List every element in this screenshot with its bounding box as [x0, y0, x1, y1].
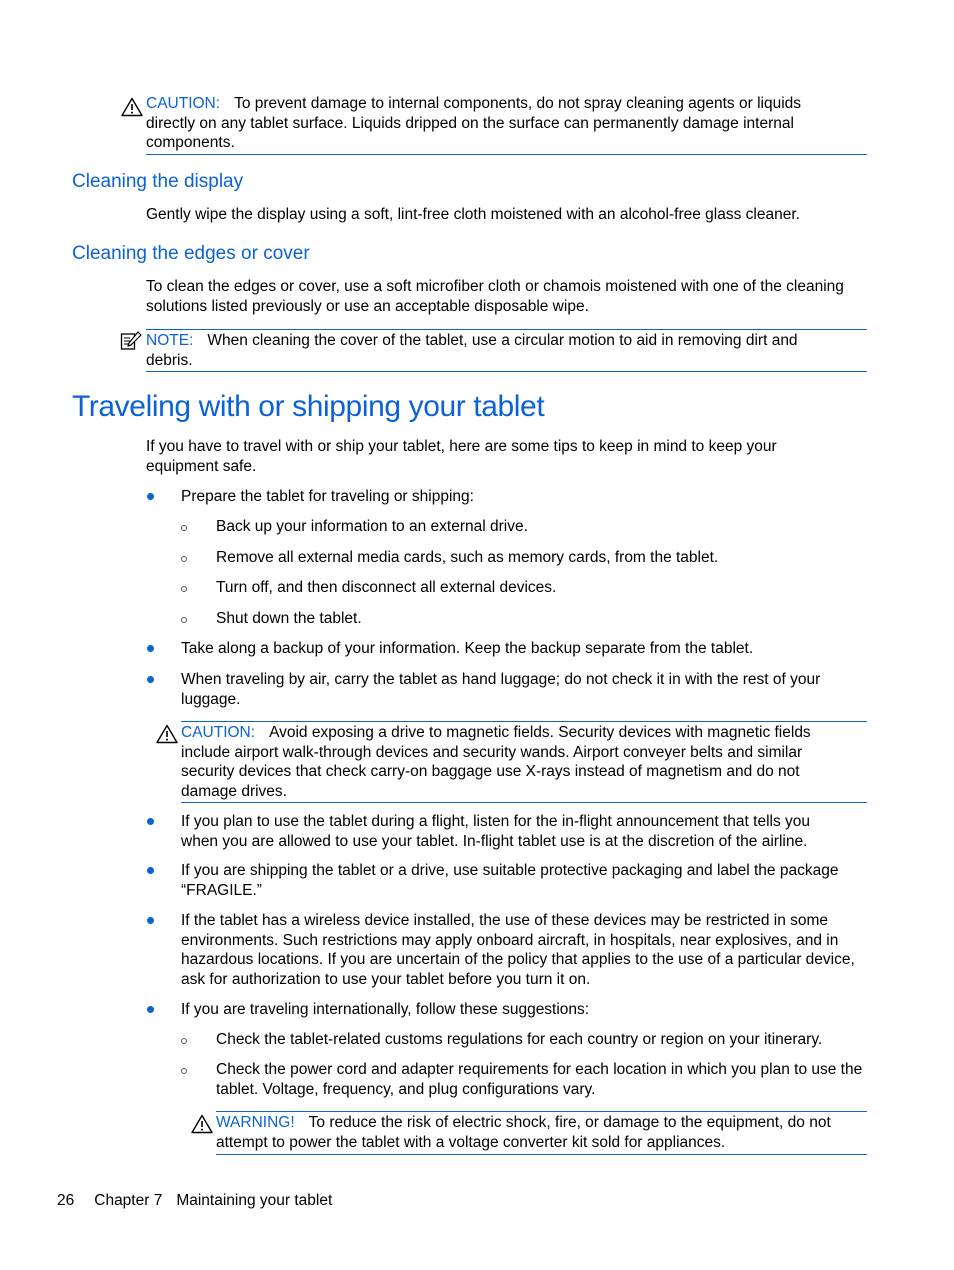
warning-text: To reduce the risk of electric shock, fire, or damage to the equipment, do not attempt to power the tablet with a voltage converter kit sold for appliances.: [216, 1114, 831, 1151]
warning-notice: [216, 1113, 866, 1152]
list-item: When traveling by air, carry the tablet as hand luggage; do not check it in with the rest of your luggage.: [181, 671, 821, 708]
sub-list-item: Back up your information to an external drive.: [216, 518, 528, 535]
caution-text: To prevent damage to internal components, do not spray cleaning agents or liquids directly on any tablet surface. Liquids dripped on the surface can permanently damage internal components.: [146, 95, 802, 151]
sub-list-item: Remove all external media cards, such as memory cards, from the tablet.: [216, 549, 719, 566]
list-item: If you plan to use the tablet during a flight, listen for the in-flight announcement that tells you when you are allowed to use your tablet. In-flight tablet use is at the discretion of the airline.: [181, 813, 810, 850]
sub-bullet-icon: [181, 617, 187, 623]
list-item: Take along a backup of your information. Keep the backup separate from the tablet.: [181, 640, 754, 657]
sub-bullet-icon: [181, 1068, 187, 1074]
page-title: Traveling with or shipping your tablet: [72, 390, 545, 423]
bullet-icon: [147, 867, 154, 874]
sub-bullet-icon: [181, 556, 187, 562]
warning-label: WARNING!: [216, 1114, 295, 1131]
note-notice: [146, 331, 846, 370]
note-text: When cleaning the cover of the tablet, use a circular motion to aid in removing dirt and debris.: [146, 332, 798, 369]
section-heading-edges: Cleaning the edges or cover: [72, 243, 310, 264]
section-body-edges: To clean the edges or cover, use a soft microfiber cloth or chamois moistened with one of the cleaning solutions listed previously or use an acceptable disposable wipe.: [146, 278, 844, 315]
list-item: If you are shipping the tablet or a drive, use suitable protective packaging and label the package “FRAGILE.”: [181, 862, 839, 899]
caution-label: CAUTION:: [181, 724, 256, 741]
sub-list-item: Shut down the tablet.: [216, 610, 362, 627]
footer-chapter: Chapter 7: [94, 1192, 163, 1209]
warning-icon: [191, 1114, 213, 1134]
sub-bullet-icon: [181, 525, 187, 531]
page-footer: [57, 1191, 332, 1211]
section-body-display: Gently wipe the display using a soft, lint-free cloth moistened with an alcohol-free glass cleaner.: [146, 206, 800, 223]
caution-divider-top: [181, 721, 867, 722]
list-item: If you are traveling internationally, follow these suggestions:: [181, 1001, 590, 1018]
caution-notice: [146, 94, 846, 153]
bullet-icon: [147, 818, 154, 825]
warning-divider-bottom: [216, 1154, 867, 1155]
sub-bullet-icon: [181, 1038, 187, 1044]
sub-list-item: Check the power cord and adapter requirements for each location in which you plan to use the tablet. Voltage, frequency, and plug configurations vary.: [216, 1061, 863, 1098]
sub-list-item: Check the tablet-related customs regulations for each country or region on your itinerary.: [216, 1031, 823, 1048]
sub-bullet-icon: [181, 586, 187, 592]
traveling-intro: If you have to travel with or ship your tablet, here are some tips to keep in mind to keep your equipment safe.: [146, 438, 777, 475]
bullet-icon: [147, 1006, 154, 1013]
caution-divider-bottom: [181, 802, 867, 803]
caution-warning-icon: [121, 97, 143, 117]
footer-chapter-title: Maintaining your tablet: [176, 1192, 333, 1209]
list-item: Prepare the tablet for traveling or shipping:: [181, 488, 474, 505]
caution-notice: [181, 723, 849, 801]
caution-divider: [146, 154, 867, 155]
bullet-icon: [147, 676, 154, 683]
note-label: NOTE:: [146, 332, 194, 349]
section-heading-display: Cleaning the display: [72, 171, 244, 192]
bullet-icon: [147, 917, 154, 924]
caution-warning-icon: [156, 724, 178, 744]
caution-label: CAUTION:: [146, 95, 221, 112]
bullet-icon: [147, 645, 154, 652]
warning-divider-top: [216, 1111, 867, 1112]
note-divider-top: [146, 329, 867, 330]
page-number: 26: [57, 1192, 75, 1209]
list-item: If the tablet has a wireless device installed, the use of these devices may be restricted in some environments. Such restrictions may apply onboard aircraft, in hospitals, near explosives, and in hazardous locations. If you are uncertain of the policy that applies to the use of a particular device, ask for authorization to use your tablet before you turn it on.: [181, 912, 855, 988]
caution-text: Avoid exposing a drive to magnetic fields. Security devices with magnetic fields include airport walk-through devices and security wands. Airport conveyer belts and similar security devices that check carry-on baggage use X-rays instead of magnetism and do not damage drives.: [181, 724, 811, 800]
sub-list-item: Turn off, and then disconnect all external devices.: [216, 579, 557, 596]
bullet-icon: [147, 493, 154, 500]
note-divider-bottom: [146, 371, 867, 372]
note-pencil-icon: [120, 331, 142, 351]
